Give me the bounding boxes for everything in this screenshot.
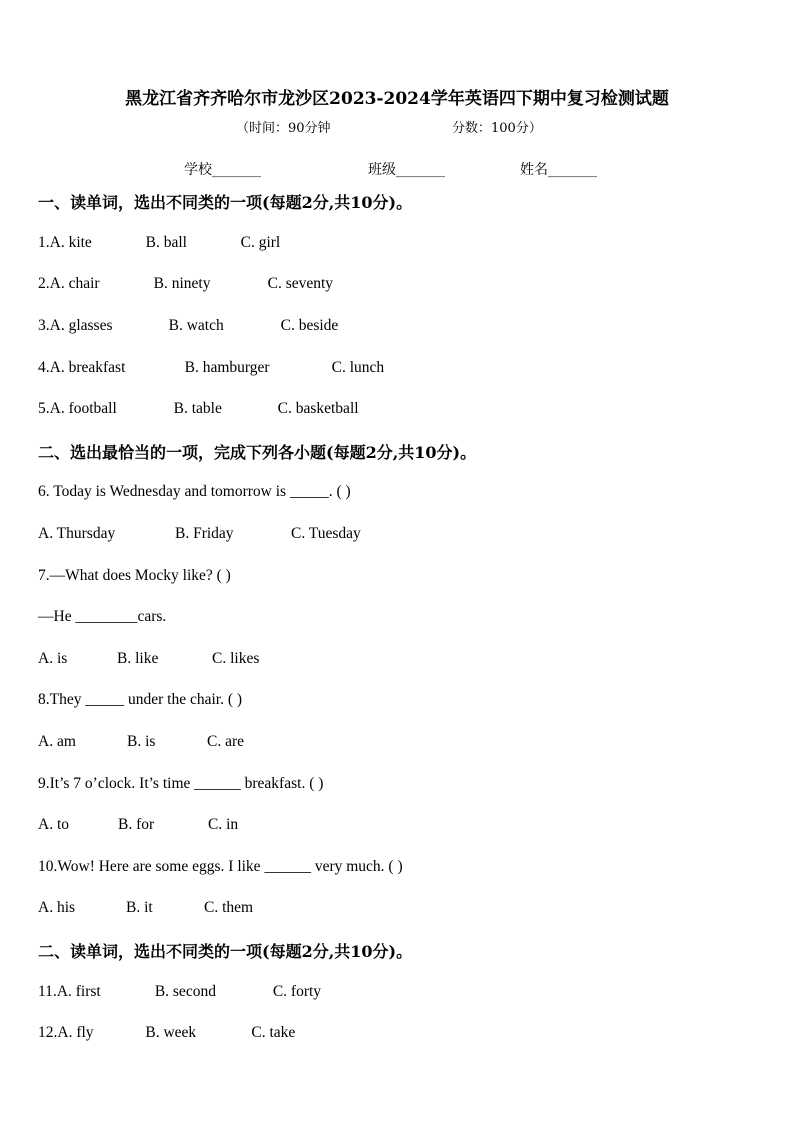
- option-c: C. Tuesday: [291, 525, 361, 542]
- question-1: [38, 234, 280, 252]
- option-b: B. like: [117, 650, 159, 667]
- option-a: A. his: [38, 899, 76, 916]
- question-8-stem: 8.They _____ under the chair. ( ): [38, 691, 243, 708]
- question-4: [38, 359, 384, 377]
- section-heading-3: 二、读单词，选出不同类的一项(每题2分,共10分)。: [38, 942, 413, 961]
- question-number: 3.: [38, 317, 50, 334]
- option-c: C. basketball: [277, 400, 359, 417]
- question-number: 2.: [38, 275, 50, 292]
- option-a: A. Thursday: [38, 525, 116, 542]
- option-c: C. in: [208, 816, 239, 833]
- option-c: C. likes: [212, 650, 260, 667]
- question-2: [38, 275, 333, 293]
- question-11: [38, 983, 321, 1001]
- option-a: A. is: [38, 650, 68, 667]
- score-label: 分数：100分）: [452, 121, 542, 136]
- section-heading-1: 一、读单词，选出不同类的一项(每题2分,共10分)。: [38, 193, 413, 212]
- question-number: 1.: [38, 234, 50, 251]
- question-3: [38, 317, 338, 335]
- option-b: B. ninety: [153, 275, 211, 292]
- question-number: 12.: [38, 1024, 58, 1041]
- question-8-options: [38, 733, 244, 751]
- option-b: B. watch: [168, 317, 224, 334]
- option-c: C. seventy: [267, 275, 334, 292]
- section-heading-2: 二、选出最恰当的一项，完成下列各小题(每题2分,共10分)。: [38, 443, 477, 462]
- option-c: C. girl: [240, 234, 281, 251]
- option-a: A. first: [56, 983, 101, 1000]
- option-c: C. are: [207, 733, 245, 750]
- question-6-stem: 6. Today is Wednesday and tomorrow is _____. ( ): [38, 483, 351, 500]
- option-b: B. for: [118, 816, 155, 833]
- question-12: [38, 1024, 295, 1042]
- school-field: 学校_______: [184, 162, 261, 178]
- option-c: C. forty: [272, 983, 322, 1000]
- question-5: [38, 400, 359, 418]
- exam-meta: [0, 117, 794, 137]
- student-info: [0, 159, 794, 181]
- page-title: 黑龙江省齐齐哈尔市龙沙区2023-2024学年英语四下期中复习检测试题: [125, 89, 669, 109]
- option-a: A. chair: [49, 275, 100, 292]
- option-b: B. it: [126, 899, 153, 916]
- question-number: 11.: [38, 983, 57, 1000]
- option-a: A. kite: [49, 234, 92, 251]
- option-b: B. is: [127, 733, 156, 750]
- option-b: B. table: [173, 400, 222, 417]
- option-b: B. ball: [145, 234, 187, 251]
- option-a: A. am: [38, 733, 76, 750]
- option-b: B. week: [145, 1024, 197, 1041]
- class-field: 班级_______: [368, 162, 445, 178]
- option-a: A. football: [49, 400, 117, 417]
- question-number: 4.: [38, 359, 50, 376]
- question-7-options: [38, 650, 259, 668]
- option-c: C. them: [204, 899, 254, 916]
- question-7-stem: 7.—What does Mocky like? ( ): [38, 567, 231, 584]
- option-a: A. fly: [57, 1024, 94, 1041]
- option-b: B. Friday: [175, 525, 234, 542]
- question-9-options: [38, 816, 238, 834]
- question-7-stem-2: —He ________cars.: [38, 608, 167, 625]
- option-c: C. take: [251, 1024, 296, 1041]
- option-a: A. breakfast: [49, 359, 126, 376]
- question-10-options: [38, 899, 253, 917]
- question-9-stem: 9.It’s 7 o’clock. It’s time ______ breakfast. ( ): [38, 775, 324, 792]
- option-a: A. to: [38, 816, 69, 833]
- question-10-stem: 10.Wow! Here are some eggs. I like ______ very much. ( ): [38, 858, 403, 875]
- option-c: C. lunch: [331, 359, 385, 376]
- question-6-options: [38, 525, 361, 543]
- option-b: B. hamburger: [184, 359, 270, 376]
- question-number: 5.: [38, 400, 50, 417]
- option-b: B. second: [154, 983, 216, 1000]
- option-c: C. beside: [280, 317, 339, 334]
- time-label: （时间：90分钟: [236, 121, 331, 136]
- option-a: A. glasses: [49, 317, 113, 334]
- name-field: 姓名_______: [520, 162, 597, 178]
